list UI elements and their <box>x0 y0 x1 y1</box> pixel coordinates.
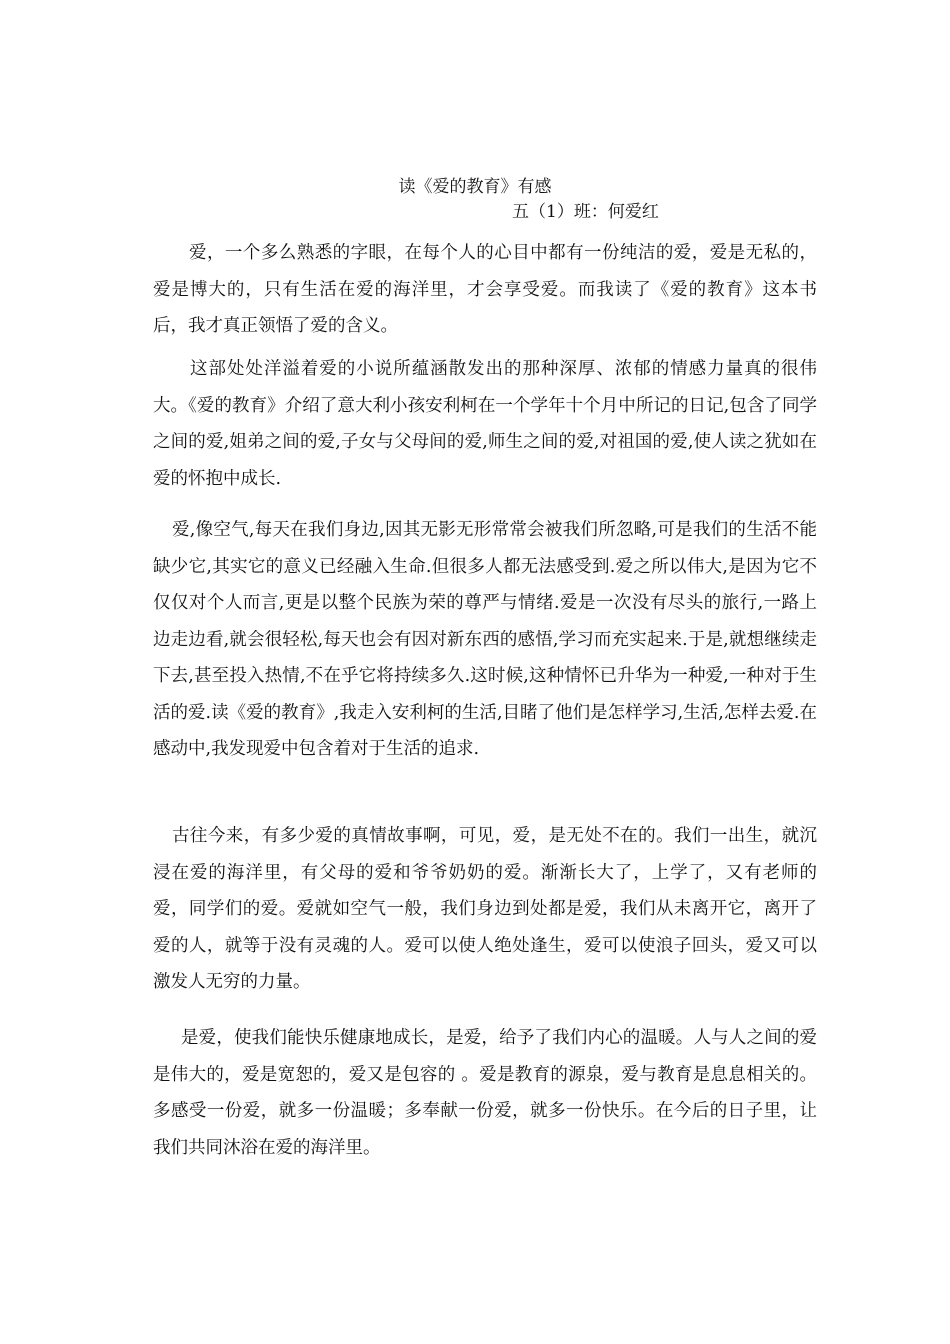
author-line: 五（1）班：何爱红 <box>512 202 659 222</box>
paragraph: 爱,像空气,每天在我们身边,因其无影无形常常会被我们所忽略,可是我们的生活不能缺少它,其实它的意义已经融入生命.但很多人都无法感受到.爱之所以伟大,是因为它不仅仅对个人而言,更是以整个民族为荣的尊严与情绪.爱是一次没有尽头的旅行,一路上边走边看,就会很轻松,每天也会有因对新东西的感悟,学习而充实起来.于是,就想继续走下去,甚至投入热情,不在乎它将持续多久.这时候,这种情怀已升华为一种爱,一种对于生活的爱.读《爱的教育》,我走入安利柯的生活,目睹了他们是怎样学习,生活,怎样去爱.在感动中,我发现爱中包含着对于生活的追求. <box>153 520 817 759</box>
paragraph: 这部处处洋溢着爱的小说所蕴涵散发出的那种深厚、浓郁的情感力量真的很伟大。《爱的教育》介绍了意大利小孩安利柯在一个学年十个月中所记的日记,包含了同学之间的爱,姐弟之间的爱,子女与父母间的爱,师生之间的爱,对祖国的爱,使人读之犹如在爱的怀抱中成长. <box>153 359 817 489</box>
paragraph: 是爱，使我们能快乐健康地成长，是爱，给予了我们内心的温暖。人与人之间的爱是伟大的，爱是宽恕的，爱又是包容的 。爱是教育的源泉，爱与教育是息息相关的。多感受一份爱，就多一份温暖；多奉献一份爱，就多一份快乐。在今后的日子里，让我们共同沐浴在爱的海洋里。 <box>153 1028 817 1158</box>
paragraph: 古往今来，有多少爱的真情故事啊，可见，爱，是无处不在的。我们一出生，就沉浸在爱的海洋里，有父母的爱和爷爷奶奶的爱。渐渐长大了，上学了，又有老师的爱，同学们的爱。爱就如空气一般，我们身边到处都是爱，我们从未离开它，离开了爱的人，就等于没有灵魂的人。爱可以使人绝处逢生，爱可以使浪子回头，爱又可以激发人无穷的力量。 <box>153 826 817 992</box>
essay-title: 读《爱的教育》有感 <box>398 177 552 197</box>
paragraph: 爱，一个多么熟悉的字眼，在每个人的心目中都有一份纯洁的爱，爱是无私的，爱是博大的，只有生活在爱的海洋里，才会享受爱。而我读了《爱的教育》这本书后，我才真正领悟了爱的含义。 <box>153 243 817 336</box>
